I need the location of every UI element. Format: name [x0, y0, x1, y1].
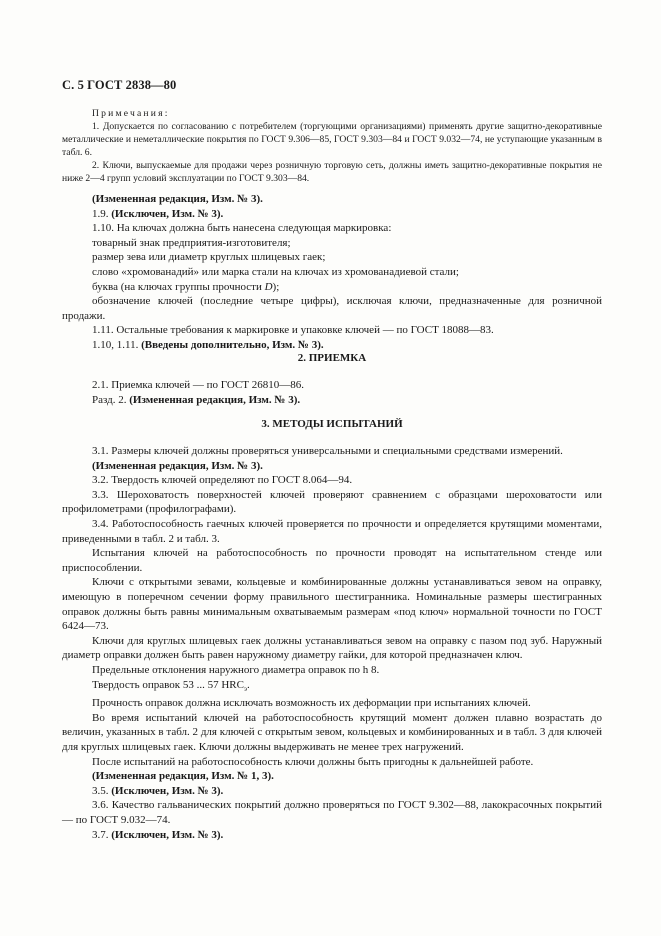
section-2-body — [62, 378, 602, 407]
marking-text: буква (на ключах группы прочности — [92, 280, 265, 293]
clause-text: Ключи для круглых шлицевых гаек должны устанавливаться зевом на оправку с пазом под зуб. Наружный диаметр оправки должен быть равен наружному диаметру гайки, для которой предназначен ключ. — [62, 634, 602, 662]
clause-1-10: 1.10. На ключах должна быть нанесена следующая маркировка: — [92, 222, 392, 235]
section-heading: 2. ПРИЕМКА — [297, 352, 367, 364]
notes-title: Примечания: — [92, 108, 170, 119]
marking-item: обозначение ключей (последние четыре цифры), исключая ключи, предназначенные для розничной продажи. — [62, 295, 602, 322]
marking-item: размер зева или диаметр круглых шлицевых гаек; — [92, 251, 326, 264]
section-heading: 3. МЕТОДЫ ИСПЫТАНИЙ — [261, 418, 403, 430]
hardness-subscript: э — [243, 684, 247, 693]
clause-number: 3.7. — [92, 828, 109, 841]
section-3 — [62, 417, 602, 432]
clause-number: 1.10, 1.11. — [92, 338, 139, 351]
clause-number: Разд. 2. — [92, 393, 127, 406]
clause-1-9 — [62, 207, 602, 222]
clause-status: (Введены дополнительно, Изм. № 3). — [141, 338, 324, 351]
marking-item: слово «хромованадий» или марка стали на ключах из хромованадиевой стали; — [92, 265, 459, 278]
clause-number: 3.5. — [92, 784, 109, 797]
section-1-tail — [62, 192, 602, 353]
clause-3-5 — [62, 784, 602, 799]
page-header: С. 5 ГОСТ 2838—80 — [62, 78, 177, 92]
clause-text: После испытаний на работоспособность ключи должны быть пригодны к дальнейшей работе. — [92, 755, 534, 768]
clause-text: Ключи с открытыми зевами, кольцевые и комбинированные должны устанавливаться зевом на оправку, имеющую в поперечном сечении форму правильного шестигранника. Номинальные размеры шестигранных оправок должны быть равны минимальным охватываемым размерам «под ключ» нормальной точности по ГОСТ 6424—73. — [62, 576, 602, 633]
note-1: 1. Допускается по согласованию с потребителем (торгующими организациями) применять другие защитно-декоративные металлические и неметаллические покрытия по ГОСТ 9.306—85, ГОСТ 9.303—84 и ГОСТ 9.032—74, не уступающие указанным в табл. 6. — [62, 121, 602, 158]
notes-block — [62, 107, 602, 185]
clause-number: 1.9. — [92, 207, 109, 220]
note-2: 2. Ключи, выпускаемые для продажи через розничную торговую сеть, должны иметь защитно-декоративные покрытия не ниже 2—4 групп условий эксплуатации по ГОСТ 9.303—84. — [62, 160, 602, 184]
clause-text: Во время испытаний ключей на работоспособность крутящий момент должен плавно возрастать до величин, указанных в табл. 2 для ключей с открытым зевом, кольцевых и комбинированных и в табл. 3 для ключей для круглых шлицевых гаек. Ключи должны выдерживать не менее трех нагружений. — [62, 711, 602, 754]
clause-text: Испытания ключей на работоспособность по прочности проводят на испытательном стенде или приспособлении. — [62, 547, 602, 574]
amendment-note: (Измененная редакция, Изм. № 3). — [92, 193, 263, 205]
marking-text-end: ); — [272, 280, 280, 293]
amendment-note: (Измененная редакция, Изм. № 3). — [92, 459, 263, 472]
clause-1-11: 1.11. Остальные требования к маркировке и упаковке ключей — по ГОСТ 18088—83. — [92, 324, 494, 337]
amendment-note: (Измененная редакция, Изм. № 1, 3). — [92, 770, 274, 783]
clause-text: Прочность оправок должна исключать возможность их деформации при испытаниях ключей. — [92, 697, 531, 710]
clause-3-2: 3.2. Твердость ключей определяют по ГОСТ 8.064—94. — [92, 474, 353, 487]
clause-3-4: 3.4. Работоспособность гаечных ключей проверяется по прочности и определяется крутящими моментами, приведенными в табл. 2 и табл. 3. — [62, 517, 602, 545]
marking-item — [62, 280, 602, 295]
section-2 — [62, 351, 602, 366]
clause-3-1: 3.1. Размеры ключей должны проверяться универсальными и специальными средствами измерений. — [92, 445, 563, 457]
clause-text — [62, 678, 602, 697]
hardness-text: Твердость оправок 53 ... 57 HRC — [92, 678, 244, 691]
clause-3-7 — [62, 828, 602, 843]
clause-status: (Исключен, Изм. № 3). — [111, 207, 224, 220]
clause-status: (Измененная редакция, Изм. № 3). — [129, 393, 301, 406]
section-3-body — [62, 444, 602, 842]
clause-status: (Исключен, Изм. № 3). — [111, 784, 224, 797]
clause-2-1: 2.1. Приемка ключей — по ГОСТ 26810—86. — [92, 379, 305, 391]
hardness-end: . — [246, 678, 250, 691]
amendment-note — [62, 393, 602, 408]
marking-item: товарный знак предприятия-изготовителя; — [92, 236, 291, 249]
strength-group-letter: D — [264, 280, 273, 293]
clause-3-3: 3.3. Шероховатость поверхностей ключей проверяют сравнением с образцами шероховатости или профилометрами (профилографами). — [62, 488, 602, 516]
clause-status: (Исключен, Изм. № 3). — [111, 828, 224, 841]
clause-3-6: 3.6. Качество гальванических покрытий должно проверяться по ГОСТ 9.302—88, лакокрасочных покрытий — по ГОСТ 9.032—74. — [62, 799, 602, 827]
clause-text: Предельные отклонения наружного диаметра оправок по h 8. — [92, 663, 380, 676]
